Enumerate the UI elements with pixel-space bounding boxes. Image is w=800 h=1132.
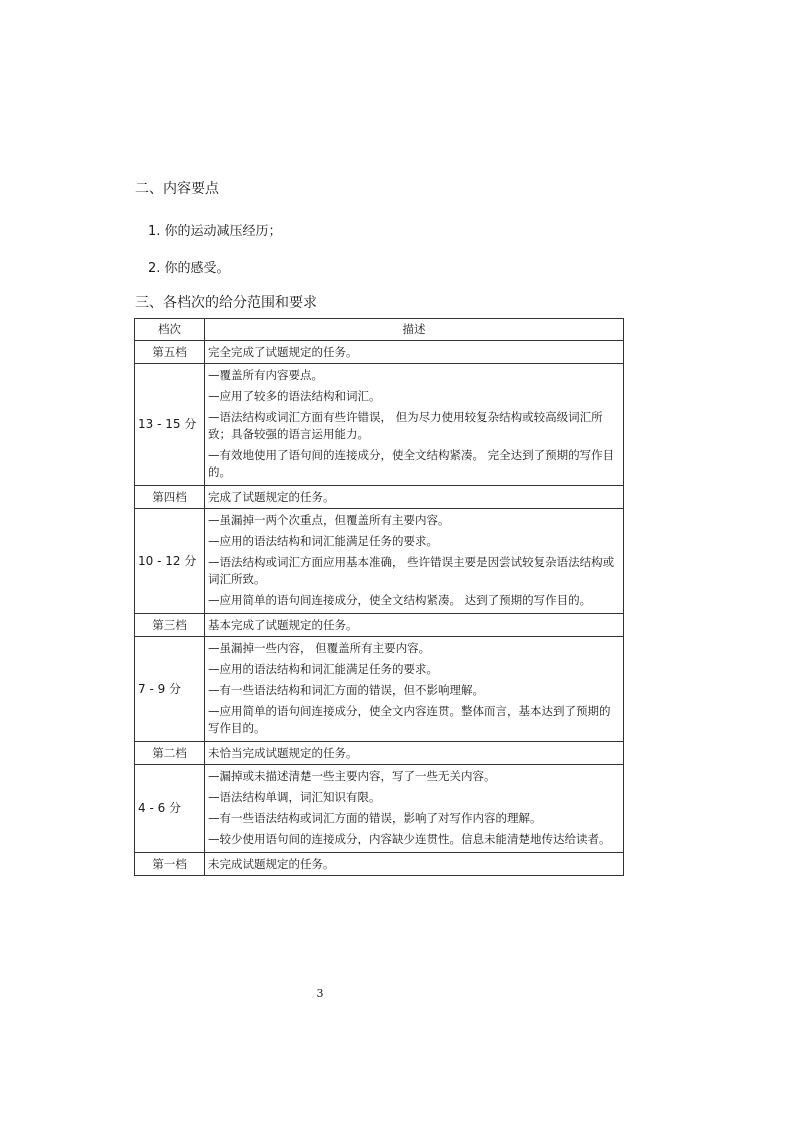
section-2-title: 二、内容要点	[135, 181, 219, 197]
description-point: —有效地使用了语句间的连接成分，使全文结构紧凑。 完全达到了预期的写作目的。	[208, 448, 615, 479]
grading-table	[134, 318, 624, 876]
description-point: —漏掉或未描述清楚一些主要内容，写了一些无关内容。	[208, 769, 496, 783]
level-name: 第二档	[135, 742, 205, 765]
description-point: —应用了较多的语法结构和词汇。	[208, 389, 381, 403]
level-name: 第五档	[135, 341, 205, 364]
level-5-title-row	[135, 341, 624, 364]
level-description	[205, 637, 624, 742]
level-4-detail-row	[135, 509, 624, 614]
description-point: —应用的语法结构和词汇能满足任务的要求。	[208, 534, 438, 548]
description-point: —有一些语法结构和词汇方面的错误，但不影响理解。	[208, 683, 484, 697]
level-3-title-row	[135, 614, 624, 637]
content-point-2: 2. 你的感受。	[148, 261, 230, 276]
level-5-detail-row	[135, 364, 624, 486]
level-description	[205, 509, 624, 614]
level-summary: 完成了试题规定的任务。	[205, 486, 624, 509]
description-point: —覆盖所有内容要点。	[208, 368, 323, 382]
description-point: —虽漏掉一两个次重点，但覆盖所有主要内容。	[208, 513, 450, 527]
description-point: —应用的语法结构和词汇能满足任务的要求。	[208, 662, 438, 676]
description-point: —语法结构或词汇方面应用基本准确， 些许错误主要是因尝试较复杂语法结构或 词汇所致。	[208, 555, 615, 586]
level-name: 第四档	[135, 486, 205, 509]
header-description: 描述	[205, 319, 624, 341]
level-score: 7 - 9 分	[135, 637, 205, 742]
level-3-detail-row	[135, 637, 624, 742]
description-point: —虽漏掉一些内容， 但覆盖所有主要内容。	[208, 641, 431, 655]
level-2-title-row	[135, 742, 624, 765]
header-level: 档次	[135, 319, 205, 341]
level-summary: 基本完成了试题规定的任务。	[205, 614, 624, 637]
level-description	[205, 364, 624, 486]
description-point: —应用简单的语句间连接成分，使全文内容连贯。整体而言，基本达到了预期的写作目的。	[208, 704, 611, 735]
level-summary: 未完成试题规定的任务。	[205, 853, 624, 876]
level-score: 4 - 6 分	[135, 765, 205, 853]
level-description	[205, 765, 624, 853]
level-summary: 完全完成了试题规定的任务。	[205, 341, 624, 364]
level-2-detail-row	[135, 765, 624, 853]
level-4-title-row	[135, 486, 624, 509]
description-point: —有一些语法结构或词汇方面的错误，影响了对写作内容的理解。	[208, 811, 542, 825]
description-point: —语法结构单调，词汇知识有限。	[208, 790, 381, 804]
description-point: —较少使用语句间的连接成分，内容缺少连贯性。信息未能清楚地传达给读者。	[208, 832, 611, 846]
table-header-row	[135, 319, 624, 341]
content-point-1: 1. 你的运动减压经历；	[148, 224, 282, 239]
page-number: 3	[316, 987, 324, 1000]
level-summary: 未恰当完成试题规定的任务。	[205, 742, 624, 765]
description-point: —语法结构或词汇方面有些许错误， 但为尽力使用较复杂结构或较高级词汇所 致；具备较强的语言运用能力。	[208, 410, 603, 441]
level-name: 第一档	[135, 853, 205, 876]
level-score: 10 - 12 分	[135, 509, 205, 614]
section-3-title: 三、各档次的给分范围和要求	[135, 295, 317, 311]
level-1-title-row	[135, 853, 624, 876]
description-point: —应用简单的语句间连接成分，使全文结构紧凑。 达到了预期的写作目的。	[208, 593, 592, 607]
level-name: 第三档	[135, 614, 205, 637]
level-score: 13 - 15 分	[135, 364, 205, 486]
